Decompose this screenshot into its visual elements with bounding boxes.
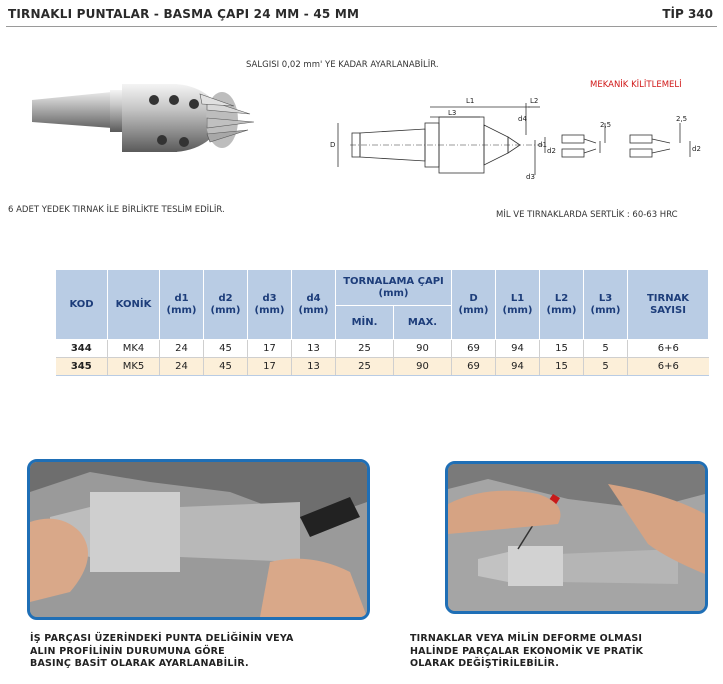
table-row: 345 MK5 24 45 17 13 25 90 69 94 15 5 6+6 [56,358,709,376]
label-d3: d3 [526,173,535,181]
col-L2: L2 (mm) [540,270,584,340]
col-d4: d4 (mm) [292,270,336,340]
label-L1: L1 [466,97,475,105]
label-d1-detail: d2 [692,145,701,153]
label-D: D [330,141,336,149]
label-d2: d2 [547,147,556,155]
col-konik: KONİK [108,270,160,340]
col-tornalama: TORNALAMA ÇAPI (mm) [336,270,452,306]
runout-note: SALGISI 0,02 mm' YE KADAR AYARLANABİLİR. [246,60,439,70]
label-L2: L2 [530,97,539,105]
label-d1: d1 [538,141,547,149]
col-D: D (mm) [452,270,496,340]
product-type: TİP 340 [662,7,713,21]
locking-note: MEKANİK KİLİTLEMELİ [590,80,682,90]
col-L1: L1 (mm) [496,270,540,340]
caption-adjust: İŞ PARÇASI ÜZERİNDEKİ PUNTA DELİĞİNİN VEYA ALIN PROFİLİNİN DURUMUNA GÖRE BASINÇ BASİT OLARAK AYARLANABİLİR. [30,633,294,669]
hardness-note: MİL VE TIRNAKLARDA SERTLİK : 60-63 HRC [496,210,678,220]
label-dim-a: 2,5 [600,121,612,129]
spare-claws-note: 6 ADET YEDEK TIRNAK İLE BİRLİKTE TESLİM EDİLİR. [8,205,225,215]
label-dim-b: 2,5 [676,115,688,123]
col-tirnak-sayisi: TIRNAK SAYISI [628,270,709,340]
page-title: TIRNAKLI PUNTALAR - BASMA ÇAPI 24 MM - 45 MM [8,7,360,21]
col-d3: d3 (mm) [248,270,292,340]
header-divider [6,26,717,27]
product-photo [22,70,272,190]
col-min: MİN. [336,306,394,340]
label-L3: L3 [448,109,457,117]
spec-table [55,269,709,376]
col-d2: d2 (mm) [204,270,248,340]
table-row: 344 MK4 24 45 17 13 25 90 69 94 15 5 6+6 [56,340,709,358]
usage-photo-adjust [27,459,370,620]
label-d4: d4 [518,115,527,123]
col-d1: d1 (mm) [160,270,204,340]
caption-replace: TIRNAKLAR VEYA MİLİN DEFORME OLMASI HALİNDE PARÇALAR EKONOMİK VE PRATİK OLARAK DEĞİŞTİRİLEBİLİR. [410,633,644,669]
col-max: MAX. [394,306,452,340]
technical-drawing [330,95,710,195]
usage-photo-replace [445,461,708,614]
col-L3: L3 (mm) [584,270,628,340]
col-kod: KOD [56,270,108,340]
